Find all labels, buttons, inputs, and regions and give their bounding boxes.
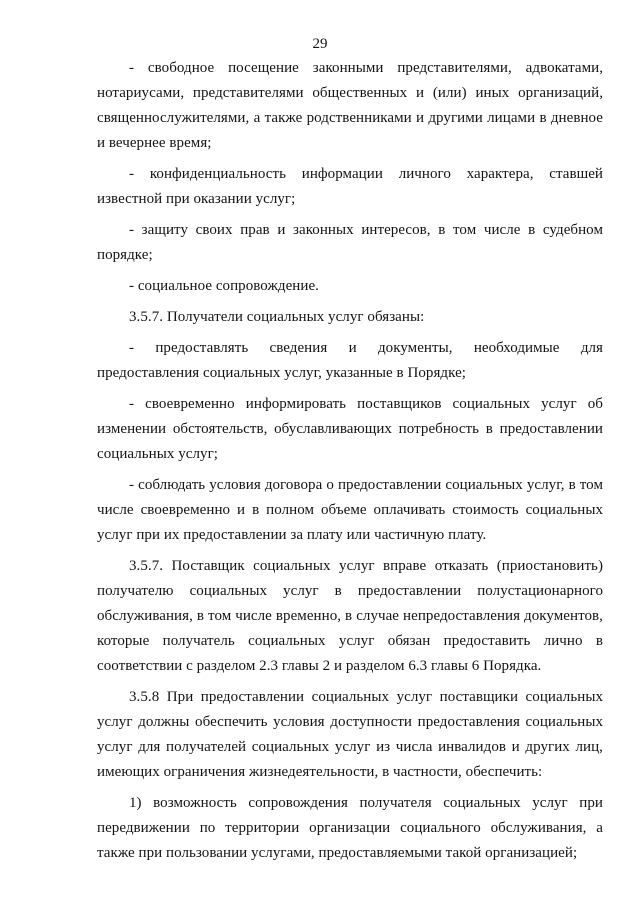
paragraph-contract-terms: - соблюдать условия договора о предоставлении социальных услуг, в том числе своевременно и в полном объеме оплачивать стоимость социальных услуг при их предоставлении за плату или частичную плату.: [97, 477, 603, 543]
paragraph-confidentiality: - конфиденциальность информации личного характера, ставшей известной при оказании услуг;: [97, 166, 603, 207]
document-body: [97, 56, 603, 872]
paragraph-provider-refusal: 3.5.7. Поставщик социальных услуг вправе отказать (приостановить) получателю социальных услуг в предоставлении полустационарного обслуживания, в том числе временно, в случае непредоставления документов, которые получатель социальных услуг обязан предоставить лично в соответствии с разделом 2.3 главы 2 и разделом 6.3 главы 6 Порядка.: [97, 558, 603, 674]
section-heading-3-5-7-obligations: 3.5.7. Получатели социальных услуг обязаны:: [129, 309, 425, 325]
page-number: 29: [312, 36, 328, 52]
paragraph-accessibility-conditions: 3.5.8 При предоставлении социальных услуг поставщики социальных услуг должны обеспечить условия доступности предоставления социальных услуг для получателей социальных услуг из числа инвалидов и других лиц, имеющих ограничения жизнедеятельности, в частности, обеспечить:: [97, 689, 603, 780]
paragraph-free-visits: - свободное посещение законными представителями, адвокатами, нотариусами, представителями общественных и (или) иных организаций, священнослужителями, а также родственниками и другими лицами в дневное и вечернее время;: [97, 60, 603, 151]
paragraph-provide-documents: - предоставлять сведения и документы, необходимые для предоставления социальных услуг, указанные в Порядке;: [97, 340, 603, 381]
paragraph-escort-possibility: 1) возможность сопровождения получателя социальных услуг при передвижении по территории организации социального обслуживания, а также при пользовании услугами, предоставляемыми такой организацией;: [97, 795, 603, 861]
paragraph-social-support: - социальное сопровождение.: [129, 278, 319, 294]
paragraph-rights-protection: - защиту своих прав и законных интересов, в том числе в судебном порядке;: [97, 222, 603, 263]
paragraph-inform-providers: - своевременно информировать поставщиков социальных услуг об изменении обстоятельств, обуславливающих потребность в предоставлении социальных услуг;: [97, 396, 603, 462]
